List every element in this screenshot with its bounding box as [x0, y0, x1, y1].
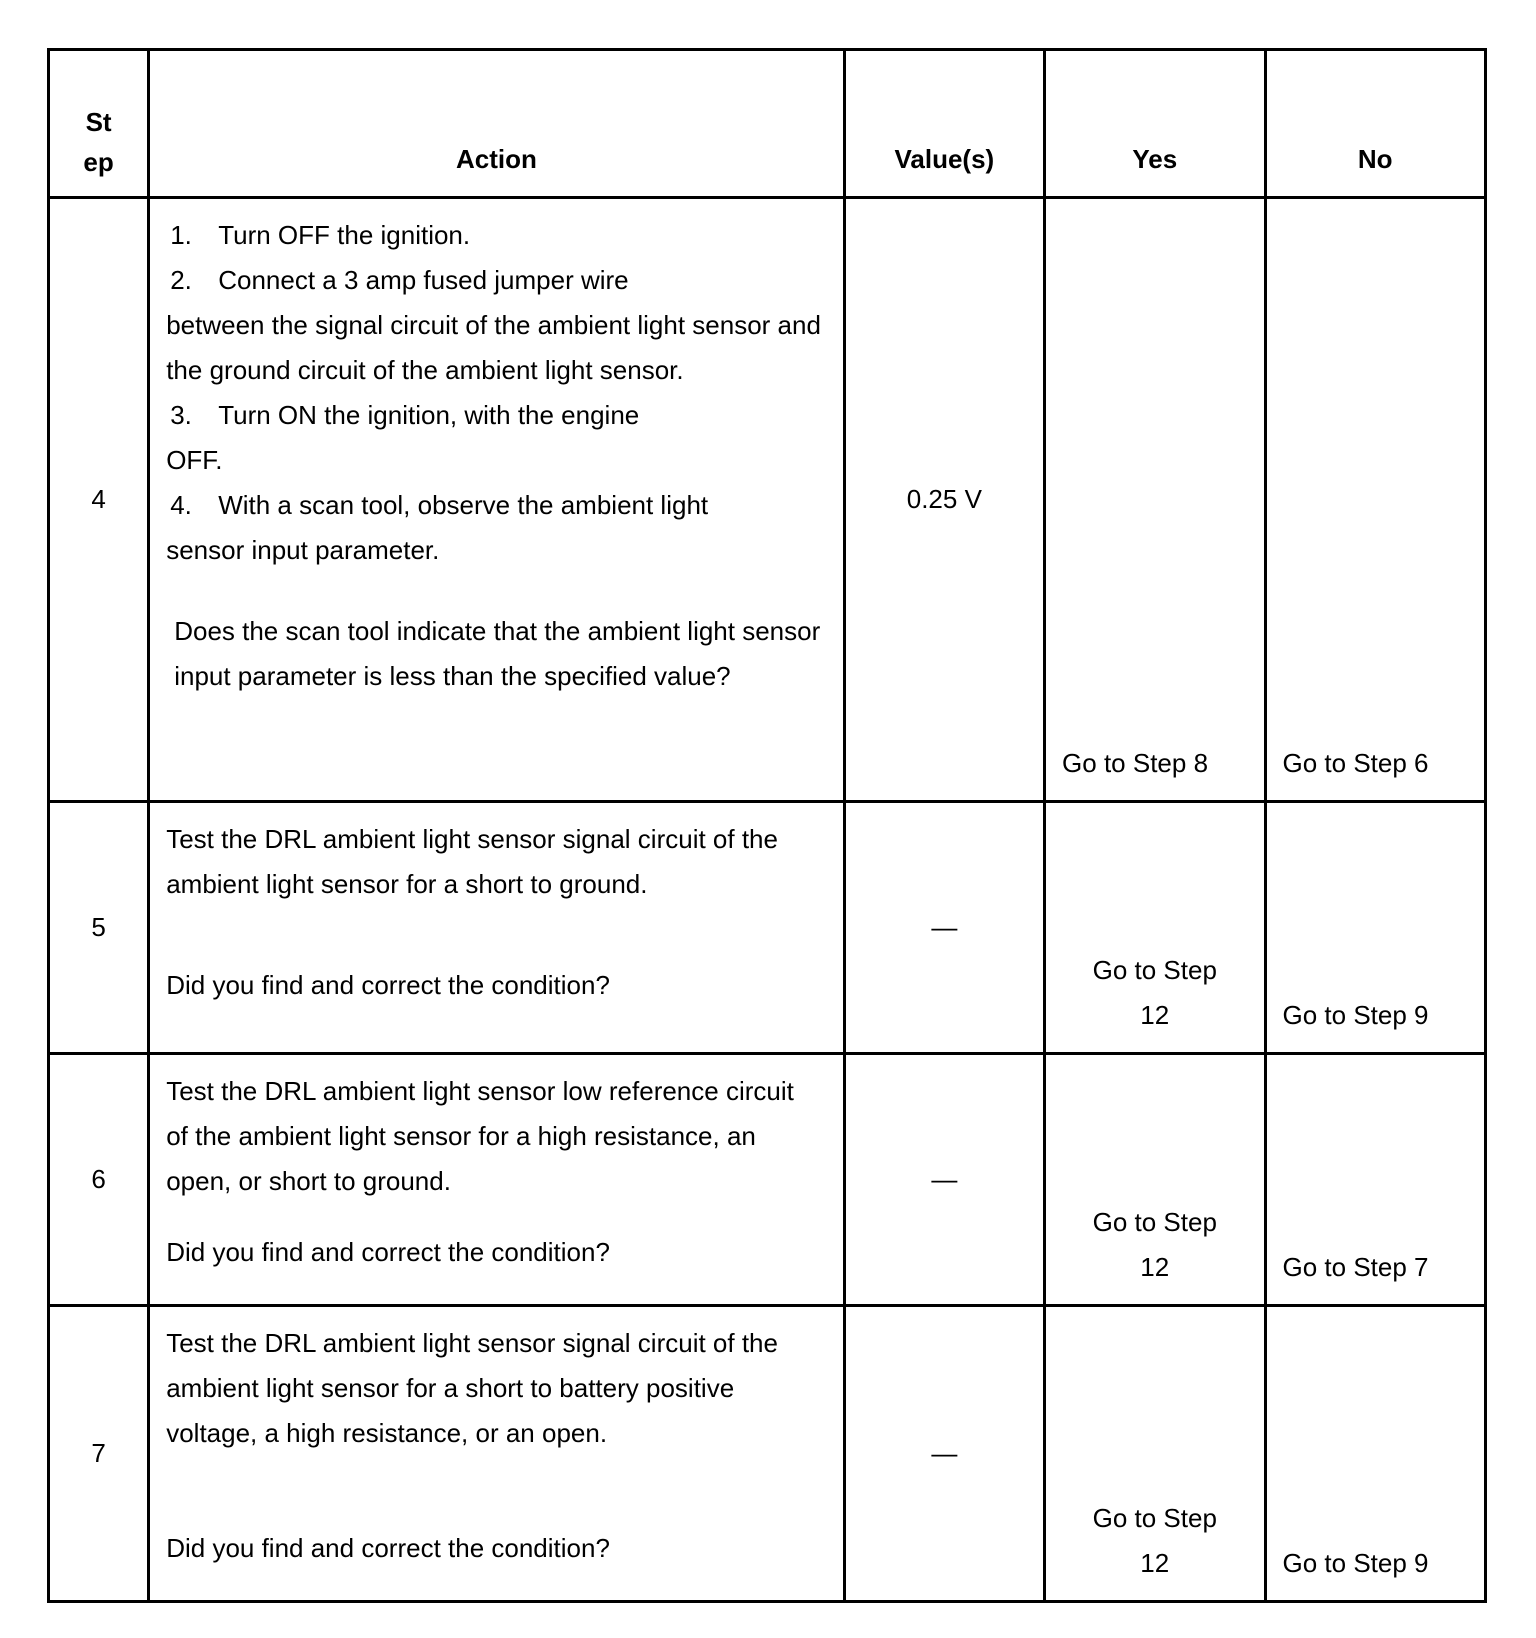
no-cell: Go to Step 6 — [1265, 198, 1486, 802]
header-row — [49, 50, 1486, 198]
list-item: 1. Turn OFF the ignition. — [170, 220, 471, 250]
yes-cell: Go to Step 12 — [1045, 802, 1265, 1054]
action-text: Test the DRL ambient light sensor signal circuit of the ambient light sensor for a short to battery positive voltage, a high resistance, or an open. — [166, 1328, 778, 1448]
value-cell: — — [844, 1054, 1044, 1306]
question: Did you find and correct the condition? — [166, 970, 610, 1000]
no-cell: Go to Step 9 — [1265, 802, 1486, 1054]
value-cell: — — [844, 802, 1044, 1054]
no-cell: Go to Step 7 — [1265, 1054, 1486, 1306]
table-row — [49, 1054, 1486, 1306]
step-number: 7 — [49, 1306, 149, 1602]
action-cell — [149, 198, 844, 802]
action-cell — [149, 1054, 844, 1306]
header-step-line1: St — [85, 107, 112, 137]
step-number: 6 — [49, 1054, 149, 1306]
question: Did you find and correct the condition? — [166, 1237, 610, 1267]
list-item: 3. Turn ON the ignition, with the engine — [170, 400, 640, 430]
header-no: No — [1265, 50, 1486, 198]
action-text: Test the DRL ambient light sensor low reference circuit of the ambient light sensor for a high resistance, an open, or short to ground. — [166, 1076, 794, 1196]
list-item: 4. With a scan tool, observe the ambient light — [170, 490, 709, 520]
header-action: Action — [149, 50, 844, 198]
no-cell: Go to Step 9 — [1265, 1306, 1486, 1602]
question: Did you find and correct the condition? — [166, 1533, 610, 1563]
table-row — [49, 198, 1486, 802]
diagnostic-table — [47, 48, 1487, 1603]
question: Does the scan tool indicate that the ambient light sensor input parameter is less than the specified value? — [174, 616, 821, 691]
list-item-continuation: between the signal circuit of the ambient light sensor and the ground circuit of the ambient light sensor. — [166, 310, 821, 385]
action-cell — [149, 1306, 844, 1602]
header-step-line2: ep — [83, 147, 114, 177]
step-number: 5 — [49, 802, 149, 1054]
list-item: 2. Connect a 3 amp fused jumper wire — [170, 265, 629, 295]
yes-cell: Go to Step 12 — [1045, 1306, 1265, 1602]
action-text: Test the DRL ambient light sensor signal circuit of the ambient light sensor for a short to ground. — [166, 824, 778, 899]
value-cell: 0.25 V — [844, 198, 1044, 802]
list-item-continuation: OFF. — [166, 445, 223, 475]
table-row — [49, 802, 1486, 1054]
yes-cell: Go to Step 12 — [1045, 1054, 1265, 1306]
step-number: 4 — [49, 198, 149, 802]
header-step — [49, 50, 149, 198]
table-row — [49, 1306, 1486, 1602]
value-cell: — — [844, 1306, 1044, 1602]
action-cell — [149, 802, 844, 1054]
header-value: Value(s) — [844, 50, 1044, 198]
list-item-continuation: sensor input parameter. — [166, 535, 440, 565]
yes-cell: Go to Step 8 — [1045, 198, 1265, 802]
header-yes: Yes — [1045, 50, 1265, 198]
